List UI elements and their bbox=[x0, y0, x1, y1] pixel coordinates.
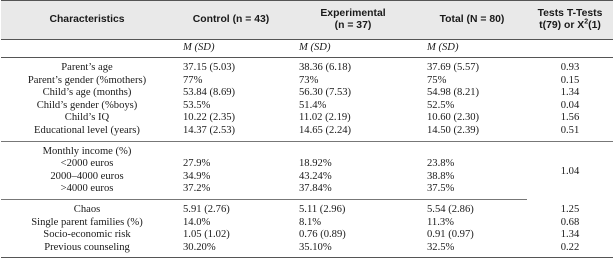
cell-experimental: 35.10% bbox=[289, 242, 417, 258]
cell-test: 1.56 bbox=[560, 112, 580, 124]
cell-total: 14.50 (2.39) bbox=[417, 125, 527, 141]
cell-test: 0.15 bbox=[560, 74, 580, 86]
cell-total: 32.5% bbox=[417, 242, 527, 258]
cell-label: 2000–4000 euros bbox=[50, 170, 124, 182]
cell-total: 52.5% bbox=[427, 99, 455, 111]
table-row bbox=[1, 242, 613, 258]
cell-control: 53.5% bbox=[183, 99, 211, 111]
cell-test: 0.93 bbox=[560, 62, 580, 73]
cell-label: Child’s IQ bbox=[64, 112, 110, 124]
cell-test: 0.68 bbox=[560, 216, 580, 228]
cell-total: 75% bbox=[427, 74, 447, 86]
header-tests-line1: Tests T-Tests bbox=[537, 7, 603, 19]
header-tests bbox=[527, 1, 613, 40]
table-row bbox=[1, 217, 613, 230]
cell-control: 37.15 (5.03) bbox=[183, 62, 236, 73]
cell-test: 1.34 bbox=[560, 229, 580, 241]
cell-experimental: 14.65 (2.24) bbox=[289, 125, 417, 141]
cell-control: 1.05 (1.02) bbox=[183, 229, 230, 241]
table-row bbox=[1, 75, 613, 88]
income-title-row bbox=[1, 141, 613, 158]
cell-control: 30.20% bbox=[173, 242, 289, 258]
header-experimental-line2: (n = 37) bbox=[334, 20, 372, 31]
cell-experimental: 37.84% bbox=[289, 183, 417, 199]
cell-experimental: 38.36 (6.18) bbox=[299, 62, 352, 73]
cell-label: Educational level (years) bbox=[1, 125, 173, 141]
table-row bbox=[1, 58, 613, 75]
cell-experimental: 73% bbox=[299, 74, 319, 86]
cell-label: Child’s age (months) bbox=[42, 87, 132, 99]
cell-experimental: 11.02 (2.19) bbox=[299, 112, 351, 124]
cell-label: Chaos bbox=[73, 203, 101, 215]
cell-label: Previous counseling bbox=[1, 242, 173, 258]
cell-experimental: 18.92% bbox=[299, 158, 332, 170]
header-experimental bbox=[289, 1, 417, 40]
cell-test: 0.04 bbox=[560, 99, 580, 111]
cell-experimental: 0.76 (0.89) bbox=[299, 229, 346, 241]
cell-experimental: 43.24% bbox=[299, 170, 332, 182]
cell-label: Child’s gender (%boys) bbox=[36, 99, 138, 111]
table-row bbox=[1, 100, 613, 113]
cell-test: 0.51 bbox=[527, 125, 613, 141]
subheader-total: M (SD) bbox=[417, 40, 527, 58]
cell-experimental: 51.4% bbox=[299, 99, 327, 111]
subheader-control: M (SD) bbox=[173, 40, 289, 58]
cell-label: Socio-economic risk bbox=[43, 229, 131, 241]
table-row bbox=[1, 229, 613, 242]
cell-control: 77% bbox=[183, 74, 203, 86]
group-demographics bbox=[1, 58, 613, 142]
cell-control: 14.37 (2.53) bbox=[173, 125, 289, 141]
income-test: 1.04 bbox=[560, 166, 580, 178]
cell-label: Parent’s gender (%mothers) bbox=[27, 74, 147, 86]
cell-total: 38.8% bbox=[427, 170, 455, 182]
cell-experimental: 56.30 (7.53) bbox=[299, 87, 352, 99]
income-title: Monthly income (%) bbox=[42, 145, 132, 157]
subheader-experimental: M (SD) bbox=[289, 40, 417, 58]
subheader-row bbox=[1, 40, 613, 58]
cell-label: <2000 euros bbox=[60, 158, 114, 170]
cell-control: 14.0% bbox=[183, 216, 211, 228]
cell-test: 0.22 bbox=[527, 242, 613, 258]
cell-total: 11.3% bbox=[427, 216, 454, 228]
cell-total: 23.8% bbox=[427, 158, 455, 170]
table-row bbox=[1, 199, 613, 216]
cell-test: 1.34 bbox=[560, 87, 580, 99]
cell-total: 10.60 (2.30) bbox=[427, 112, 480, 124]
table-row bbox=[1, 125, 613, 141]
cell-experimental: 8.1% bbox=[299, 216, 322, 228]
cell-total: 37.69 (5.57) bbox=[427, 62, 480, 73]
table-row bbox=[1, 171, 613, 184]
cell-total: 5.54 (2.86) bbox=[427, 203, 474, 215]
table-row bbox=[1, 183, 613, 199]
cell-label: Single parent families (%) bbox=[31, 216, 143, 228]
cell-total: 54.98 (8.21) bbox=[427, 87, 480, 99]
header-tests-suffix: (1) bbox=[588, 20, 601, 31]
cell-experimental: 5.11 (2.96) bbox=[299, 203, 346, 215]
cell-control: 5.91 (2.76) bbox=[183, 203, 230, 215]
group-income bbox=[1, 141, 613, 199]
cell-total: 37.5% bbox=[417, 183, 527, 199]
cell-test: 1.25 bbox=[560, 203, 580, 215]
header-tests-sup: 2 bbox=[584, 18, 589, 26]
cell-label: Parent’s age bbox=[61, 62, 113, 73]
header-characteristics: Characteristics bbox=[1, 1, 173, 40]
header-control: Control (n = 43) bbox=[173, 1, 289, 40]
header-experimental-line1: Experimental bbox=[320, 7, 386, 19]
characteristics-table bbox=[1, 0, 613, 258]
cell-total: 0.91 (0.97) bbox=[427, 229, 474, 241]
cell-label: >4000 euros bbox=[1, 183, 173, 199]
cell-control: 27.9% bbox=[183, 158, 211, 170]
cell-control: 37.2% bbox=[173, 183, 289, 199]
header-total: Total (N = 80) bbox=[417, 1, 527, 40]
cell-control: 10.22 (2.35) bbox=[183, 112, 236, 124]
group-risk bbox=[1, 199, 613, 257]
table-row bbox=[1, 158, 613, 171]
header-row bbox=[1, 1, 613, 40]
table-row bbox=[1, 112, 613, 125]
cell-control: 53.84 (8.69) bbox=[183, 87, 236, 99]
cell-control: 34.9% bbox=[183, 170, 211, 182]
header-tests-line2: t(79) or X bbox=[539, 20, 585, 31]
table-row bbox=[1, 87, 613, 100]
